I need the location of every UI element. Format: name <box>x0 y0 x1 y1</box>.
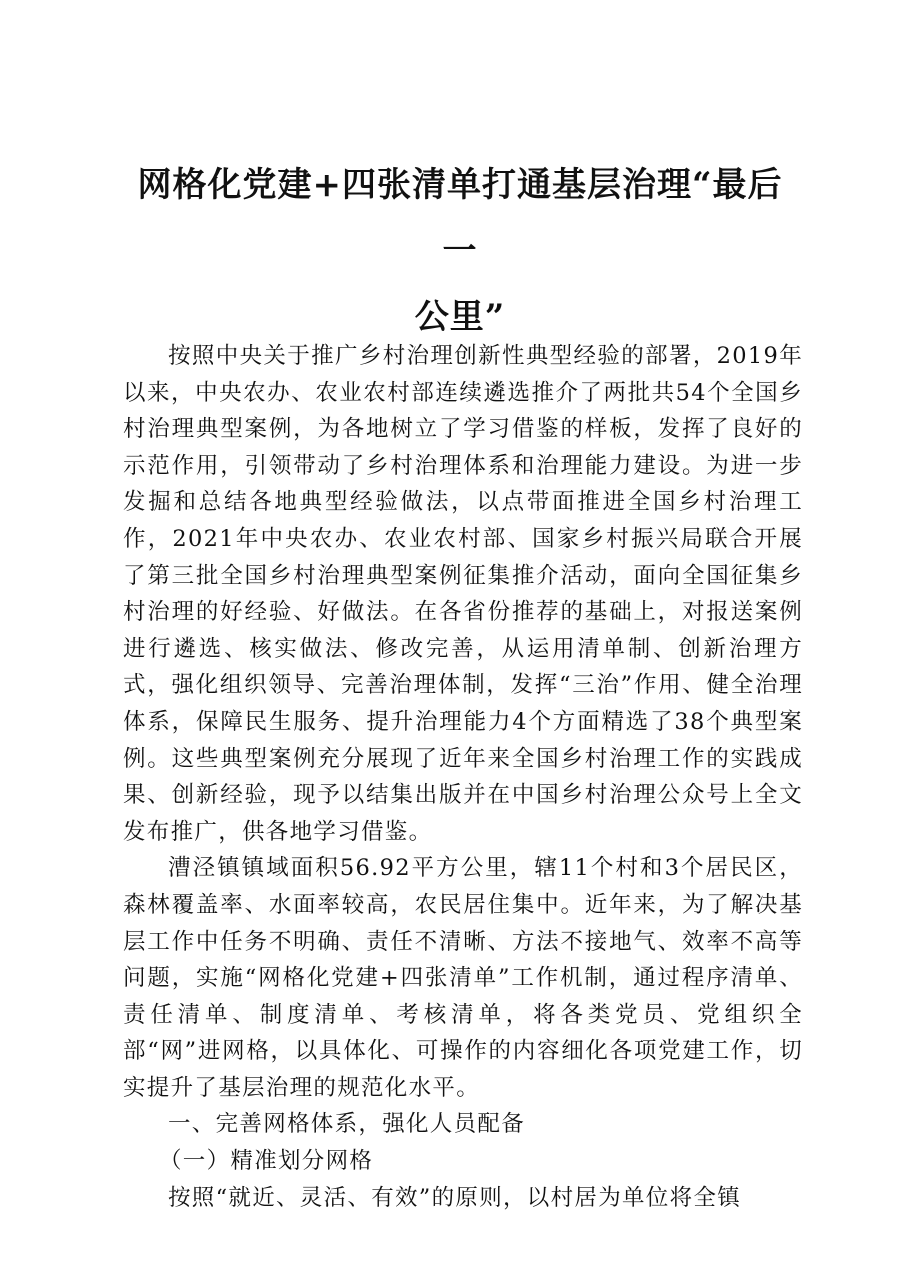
subsection-heading-1: （一）精准划分网格 <box>159 1148 374 1175</box>
section-heading-1: 一、完善网格体系，强化人员配备 <box>168 1111 526 1138</box>
body-paragraph-3: 按照“就近、灵活、有效”的原则，以村居为单位将全镇 <box>168 1184 742 1211</box>
document-body <box>123 338 803 1216</box>
body-paragraph-2: 漕泾镇镇域面积56.92平方公里，辖11个村和3个居民区，森林覆盖率、水面率较高，农民居住集中。近年来，为了解决基层工作中任务不明确、责任不清晰、方法不接地气、效率不高等问题，实施“网格化党建+四张清单”工作机制，通过程序清单、责任清单、制度清单、考核清单，将各类党员、党组织全部“网”进网格，以具体化、可操作的内容细化各项党建工作，切实提升了基层治理的规范化水平。 <box>123 855 803 1101</box>
document-title <box>120 152 800 350</box>
body-paragraph-1: 按照中央关于推广乡村治理创新性典型经验的部署，2019年以来，中央农办、农业农村部连续遴选推介了两批共54个全国乡村治理典型案例，为各地树立了学习借鉴的样板，发挥了良好的示范作用，引领带动了乡村治理体系和治理能力建设。为进一步发掘和总结各地典型经验做法，以点带面推进全国乡村治理工作，2021年中央农办、农业农村部、国家乡村振兴局联合开展了第三批全国乡村治理典型案例征集推介活动，面向全国征集乡村治理的好经验、好做法。在各省份推荐的基础上，对报送案例进行遴选、核实做法、修改完善，从运用清单制、创新治理方式，强化组织领导、完善治理体制，发挥“三治”作用、健全治理体系，保障民生服务、提升治理能力4个方面精选了38个典型案例。这些典型案例充分展现了近年来全国乡村治理工作的实践成果、创新经验，现予以结集出版并在中国乡村治理公众号上全文发布推广，供各地学习借鉴。 <box>123 343 803 845</box>
document-title-line-2: 公里” <box>414 297 506 337</box>
document-title-line-1: 网格化党建+四张清单打通基层治理“最后一 <box>137 165 783 271</box>
